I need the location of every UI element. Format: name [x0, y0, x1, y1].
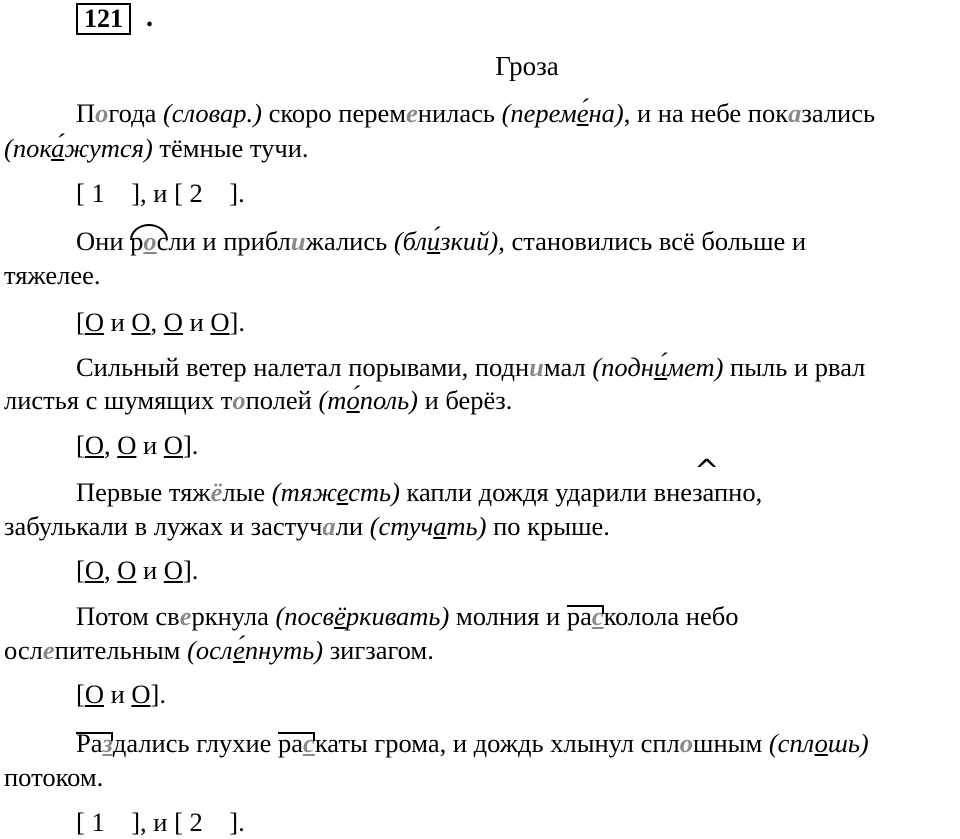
prefix-mark: рас [566, 601, 604, 631]
text-title: Гроза [495, 51, 559, 81]
scheme-2: [О и О, О и О]. [76, 307, 245, 337]
scheme-5: [О и О]. [76, 679, 166, 709]
paragraph-4-line-1: Первые тяжёлые (тяжесть) капли дождя ударили вне^ запно, [76, 475, 762, 509]
paragraph-2-line-1: Они росли и приближались (бли́зкий), становились всё больше и [76, 226, 807, 256]
paragraph-1-line-1: Погода (словар.) скоро переменилась (переме́на), и на небе показались [76, 98, 876, 128]
exercise-number-dot: . [146, 2, 153, 33]
paragraph-3-line-1: Сильный ветер налетал порывами, поднимал (подни́мет) пыль и рвал [76, 352, 866, 382]
prefix-mark: рас [278, 728, 315, 758]
exercise-number-box [76, 3, 131, 35]
scheme-1: [ 1 ], и [ 2 ]. [76, 178, 245, 208]
root-arc: рос [130, 226, 169, 256]
paragraph-1-line-2: (пока́жутся) тёмные тучи. [4, 133, 309, 163]
paragraph-3-line-2: листья с шумящих тополей (то́поль) и берёз. [4, 385, 513, 415]
scheme-6: [ 1 ], и [ 2 ]. [76, 807, 245, 837]
paragraph-6-line-1: Раздались глухие раскаты грома, и дождь хлынул сплошным (сплошь) [76, 728, 869, 758]
paragraph-2-line-2: тяжелее. [4, 260, 101, 290]
prefix-mark: ^ за [692, 477, 714, 507]
scheme-4: [О, О и О]. [76, 555, 199, 585]
prefix-mark: Раз [76, 728, 113, 758]
paragraph-5-line-1: Потом сверкнула (посвёркивать) молния и расколола небо [76, 601, 739, 631]
scheme-3: [О, О и О]. [76, 430, 199, 460]
paragraph-5-line-2: ослепительным (осле́пнуть) зигзагом. [4, 635, 434, 665]
paragraph-6-line-2: потоком. [4, 762, 104, 792]
exercise-number: 121 [84, 4, 123, 33]
paragraph-4-line-2: забулькали в лужах и застучали (стучать) по крыше. [4, 511, 610, 541]
